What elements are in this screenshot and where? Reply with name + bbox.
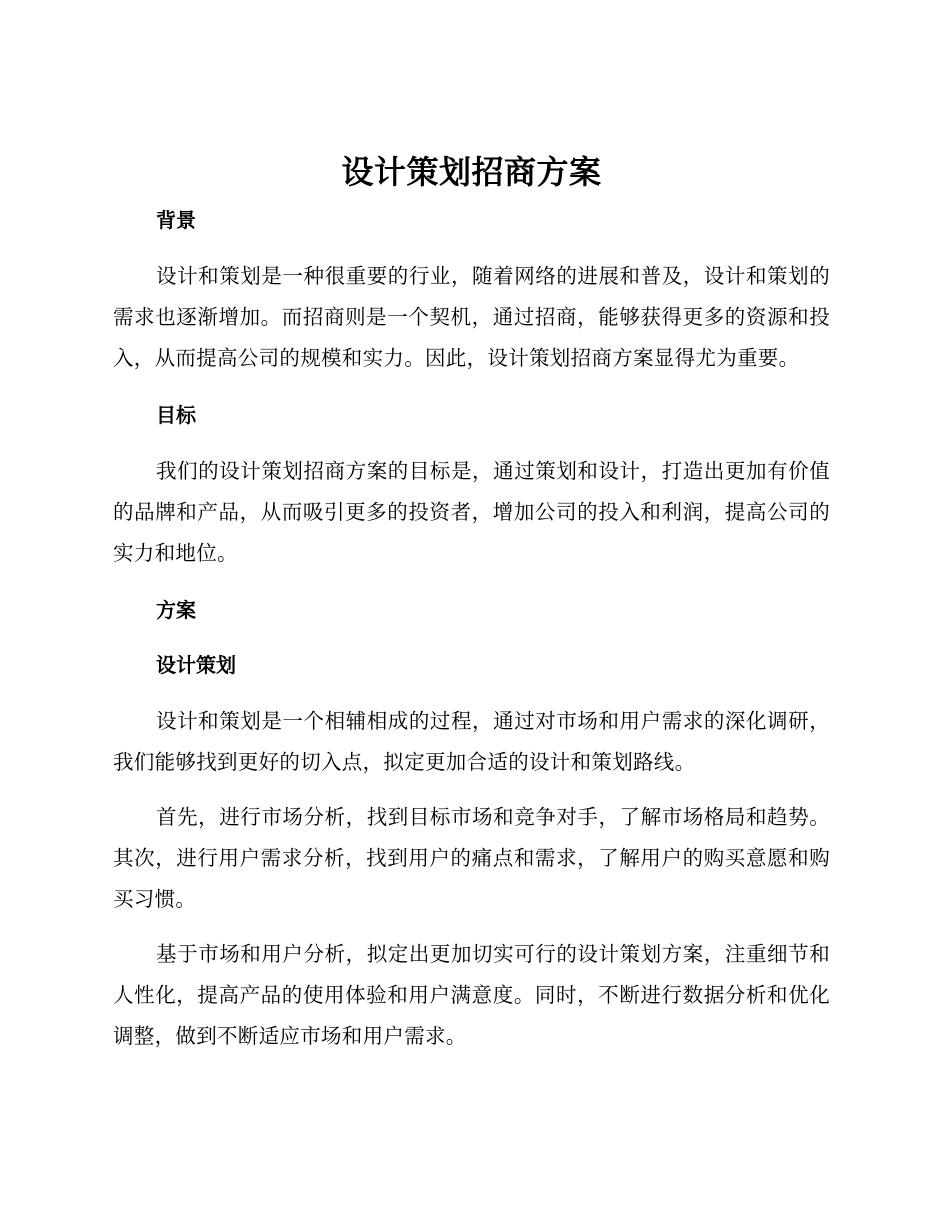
heading-goal: 目标 bbox=[156, 403, 196, 427]
paragraph-goal: 我们的设计策划招商方案的目标是，通过策划和设计，打造出更加有价值的品牌和产品，从而吸引更多的投资者，增加公司的投入和利润，提高公司的实力和地位。 bbox=[113, 459, 830, 565]
paragraph-background: 设计和策划是一种很重要的行业，随着网络的进展和普及，设计和策划的需求也逐渐增加。而招商则是一个契机，通过招商，能够获得更多的资源和投入，从而提高公司的规模和实力。因此，设计策划招商方案显得尤为重要。 bbox=[113, 264, 830, 370]
document-title: 设计策划招商方案 bbox=[341, 153, 602, 191]
heading-background: 背景 bbox=[156, 208, 196, 232]
paragraph-design-planning-3: 基于市场和用户分析，拟定出更加切实可行的设计策划方案，注重细节和人性化，提高产品的使用体验和用户满意度。同时，不断进行数据分析和优化调整，做到不断适应市场和用户需求。 bbox=[113, 942, 830, 1048]
paragraph-design-planning-1: 设计和策划是一个相辅相成的过程，通过对市场和用户需求的深化调研，我们能够找到更好的切入点，拟定更加合适的设计和策划路线。 bbox=[113, 709, 830, 774]
heading-plan: 方案 bbox=[156, 598, 196, 622]
paragraph-design-planning-2: 首先，进行市场分析，找到目标市场和竞争对手，了解市场格局和趋势。其次，进行用户需求分析，找到用户的痛点和需求，了解用户的购买意愿和购买习惯。 bbox=[113, 805, 830, 911]
subheading-design-planning: 设计策划 bbox=[156, 653, 236, 677]
